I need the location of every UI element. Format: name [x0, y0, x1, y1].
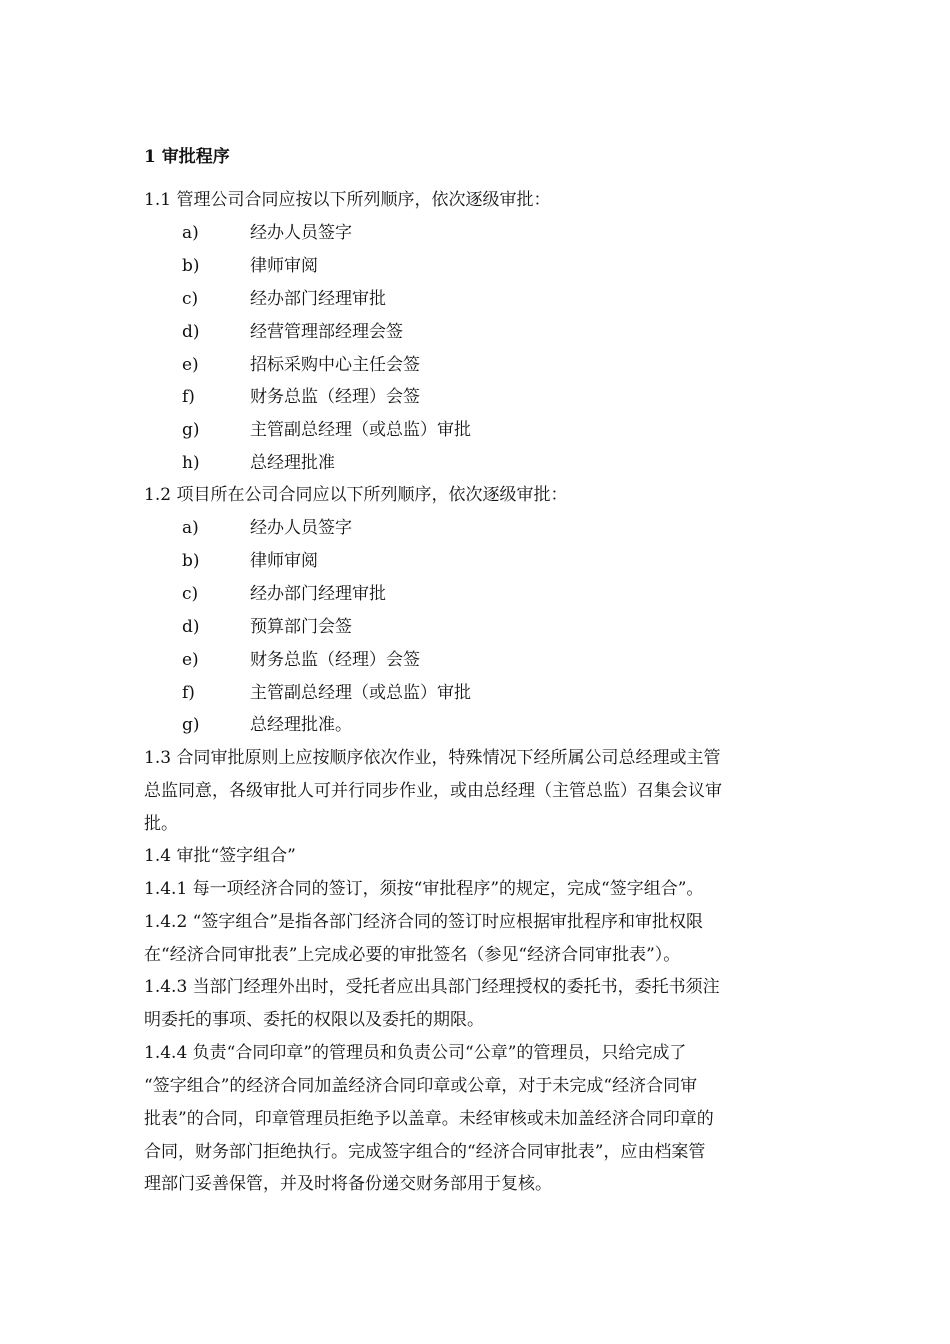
list-marker: d) [182, 617, 200, 637]
clause-1-4-4-line: “签字组合”的经济合同加盖经济合同印章或公章，对于未完成“经济合同审 [144, 1076, 698, 1096]
clause-1-4-4-line: 批表”的合同，印章管理员拒绝予以盖章。未经审核或未加盖经济合同印章的 [144, 1109, 714, 1129]
list-marker: g) [182, 420, 200, 440]
list-text: 财务总监（经理）会签 [250, 650, 420, 670]
list-marker: h) [182, 453, 200, 473]
section-heading: 1 审批程序 [144, 147, 230, 167]
list-text: 主管副总经理（或总监）审批 [250, 420, 471, 440]
clause-1-4-4-line: 理部门妥善保管，并及时将备份递交财务部用于复核。 [144, 1174, 552, 1194]
clause-1-4-2-line: 在“经济合同审批表”上完成必要的审批签名（参见“经济合同审批表”）。 [144, 945, 681, 965]
clause-1-3-line: 1.3 合同审批原则上应按顺序依次作业，特殊情况下经所属公司总经理或主管 [144, 748, 721, 768]
list-text: 经办部门经理审批 [250, 289, 386, 309]
list-marker: d) [182, 322, 200, 342]
list-marker: b) [182, 551, 200, 571]
clause-1-4-4-line: 1.4.4 负责“合同印章”的管理员和负责公司“公章”的管理员，只给完成了 [144, 1043, 687, 1063]
list-marker: e) [182, 650, 199, 670]
list-text: 总经理批准 [250, 453, 335, 473]
list-text: 预算部门会签 [250, 617, 352, 637]
list-text: 招标采购中心主任会签 [250, 355, 420, 375]
list-marker: b) [182, 256, 200, 276]
list-text: 律师审阅 [250, 256, 318, 276]
list-marker: a) [182, 518, 199, 538]
clause-1-3-line: 总监同意，各级审批人可并行同步作业，或由总经理（主管总监）召集会议审 [144, 781, 722, 801]
clause-1-4-2-line: 1.4.2 “签字组合”是指各部门经济合同的签订时应根据审批程序和审批权限 [144, 912, 704, 932]
clause-1-3-line: 批。 [144, 814, 178, 834]
clause-1-4-title: 1.4 审批“签字组合” [144, 846, 296, 866]
list-text: 经办部门经理审批 [250, 584, 386, 604]
list-marker: a) [182, 223, 199, 243]
list-marker: c) [182, 584, 199, 604]
list-marker: g) [182, 715, 200, 735]
list-text: 律师审阅 [250, 551, 318, 571]
clause-1-4-4-line: 合同，财务部门拒绝执行。完成签字组合的“经济合同审批表”，应由档案管 [144, 1142, 706, 1162]
clause-1-4-3-line: 1.4.3 当部门经理外出时，受托者应出具部门经理授权的委托书，委托书须注 [144, 977, 720, 997]
list-marker: f) [182, 387, 195, 407]
list-marker: c) [182, 289, 199, 309]
clause-1-4-1: 1.4.1 每一项经济合同的签订，须按“审批程序”的规定，完成“签字组合”。 [144, 879, 704, 899]
list-text: 财务总监（经理）会签 [250, 387, 420, 407]
clause-1-4-3-line: 明委托的事项、委托的权限以及委托的期限。 [144, 1010, 484, 1030]
list-text: 主管副总经理（或总监）审批 [250, 683, 471, 703]
clause-1-1-title: 1.1 管理公司合同应按以下所列顺序，依次逐级审批： [144, 190, 551, 210]
list-text: 经办人员签字 [250, 223, 352, 243]
clause-1-2-title: 1.2 项目所在公司合同应以下所列顺序，依次逐级审批： [144, 485, 568, 505]
list-text: 经营管理部经理会签 [250, 322, 403, 342]
list-text: 经办人员签字 [250, 518, 352, 538]
list-text: 总经理批准。 [250, 715, 352, 735]
list-marker: f) [182, 683, 195, 703]
list-marker: e) [182, 355, 199, 375]
